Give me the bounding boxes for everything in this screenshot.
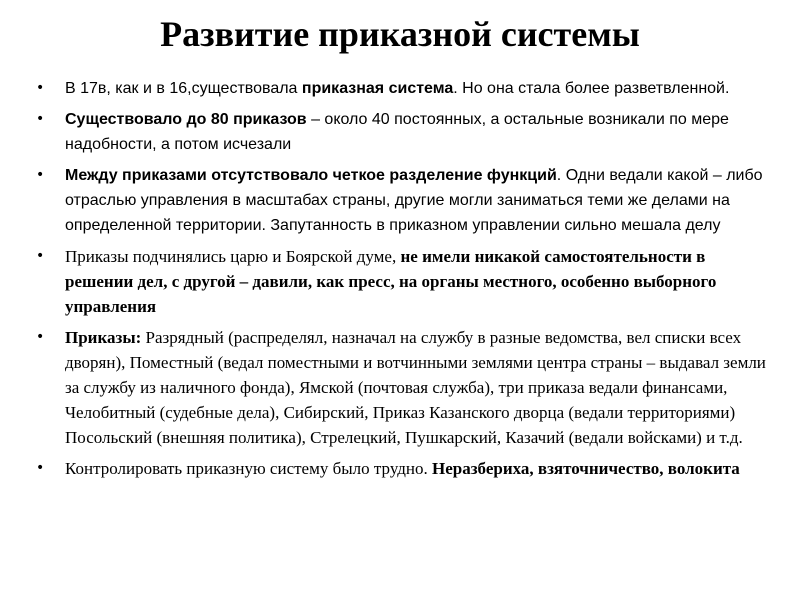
bullet-dot-icon: •	[36, 329, 45, 345]
bullet-dot-icon: •	[36, 248, 45, 264]
bullet-dot-icon: •	[36, 80, 45, 96]
bullet-text-segment: – около 40 постоянных, а остальные возникали по мере надобности, а потом исчезали	[65, 111, 729, 153]
bullet-dot-icon: •	[36, 111, 45, 127]
bullet-text-segment: . Но она стала более разветвленной.	[453, 80, 730, 97]
bullet-item	[30, 76, 775, 101]
bullet-dot-icon: •	[36, 460, 45, 476]
bullet-text-bold: Неразбериха, взяточничество, волокита	[432, 459, 740, 478]
bullet-text-bold: не имели никакой самостоятельности в решении дел, с другой – давили, как пресс, на органы местного, особенно выборного управления	[65, 247, 717, 316]
bullet-dot-icon: •	[36, 167, 45, 183]
bullet-text-bold: Между приказами отсутствовало четкое разделение функций	[65, 167, 557, 184]
bullet-item	[30, 107, 775, 157]
bullet-text-segment: Разрядный (распределял, назначал на службу в разные ведомства, вел списки всех дворян), Поместный (ведал поместными и вотчинными землями центра страны – выдавал земли за службу из наличного фонда), Ямской (почтовая служба), три приказа ведали финансами, Челобитный (судебные дела), Сибирский, Приказ Казанского дворца (ведали территориями) Посольский (внешняя политика), Стрелецкий, Пушкарский, Казачий (ведали войсками) и т.д.	[65, 328, 766, 447]
bullet-item	[30, 456, 775, 481]
bullet-text-segment: . Одни ведали какой – либо отраслью управления в масштабах страны, другие могли заниматься теми же делами на определенной территории. Запутанность в приказном управлении сильно мешала делу	[65, 167, 763, 234]
bullet-item	[30, 325, 775, 450]
bullet-list	[30, 76, 775, 487]
bullet-text-segment: В 17в, как и в 16,существовала	[65, 80, 302, 97]
bullet-item	[30, 244, 775, 319]
bullet-text-bold: приказная система	[301, 80, 454, 97]
bullet-text-bold: Приказы:	[65, 328, 142, 347]
bullet-text-segment: Контролировать приказную систему было трудно.	[65, 459, 432, 478]
bullet-text-bold: Существовало до 80 приказов	[65, 111, 307, 128]
bullet-item	[30, 163, 775, 238]
bullet-text-segment: Приказы подчинялись царю и Боярской думе,	[65, 247, 401, 266]
slide-title: Развитие приказной системы	[160, 14, 640, 54]
